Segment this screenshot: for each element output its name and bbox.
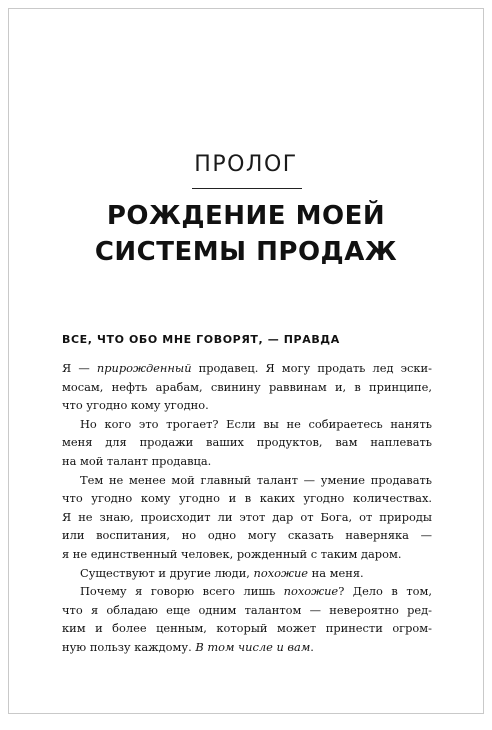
p2-line-3: на мой талант продавца.	[62, 453, 212, 468]
p1-line-3: что угодно кому угодно.	[62, 398, 209, 413]
p3-line-2: что угодно кому угодно и в каких угодно количествах.	[62, 491, 432, 506]
emphasis: прирожденный	[96, 361, 192, 375]
p2-line-1: Но кого это трогает? Если вы не собираетесь нанять	[80, 416, 432, 431]
p4-line-1: Существуют и другие люди, похожие на меня.	[80, 565, 364, 580]
p3-line-3: Я не знаю, происходит ли этот дар от Бога, от природы	[62, 509, 432, 524]
p5-line-2: что я обладаю еще одним талантом — невероятно ред-	[62, 602, 432, 617]
p1-line-1: Я — прирожденный продавец. Я могу продать лед эски-	[62, 361, 432, 375]
emphasis: В том числе и вам	[195, 639, 311, 654]
p1-line-2: мосам, нефть арабам, свинину раввинам и, в принципе,	[62, 379, 432, 394]
chapter-label: ПРОЛОГ	[194, 152, 298, 177]
section-subheading: ВСЕ, ЧТО ОБО МНЕ ГОВОРЯТ, — ПРАВДА	[62, 333, 340, 346]
emphasis: похожие	[253, 565, 309, 580]
p5-line-3: ким и более ценным, который может принести огром-	[62, 621, 432, 636]
p3-line-1: Тем не менее мой главный талант — умение продавать	[80, 472, 432, 487]
chapter-title	[9, 198, 483, 270]
p5-line-4: ную пользу каждому. В том числе и вам.	[62, 639, 314, 654]
p3-line-5: я не единственный человек, рожденный с таким даром.	[62, 546, 402, 561]
emphasis: похожие	[283, 584, 339, 599]
divider-rule	[192, 188, 302, 189]
p3-line-4: или воспитания, но одно могу сказать наверняка —	[62, 528, 432, 543]
chapter-title-line-1: РОЖДЕНИЕ МОЕЙ	[106, 201, 386, 231]
chapter-title-line-2: СИСТЕМЫ ПРОДАЖ	[94, 237, 398, 267]
book-page	[8, 8, 484, 714]
p5-line-1: Почему я говорю всего лишь похожие? Дело в том,	[80, 584, 432, 599]
body-text	[62, 359, 432, 657]
p2-line-2: меня для продажи ваших продуктов, вам наплевать	[62, 435, 432, 450]
